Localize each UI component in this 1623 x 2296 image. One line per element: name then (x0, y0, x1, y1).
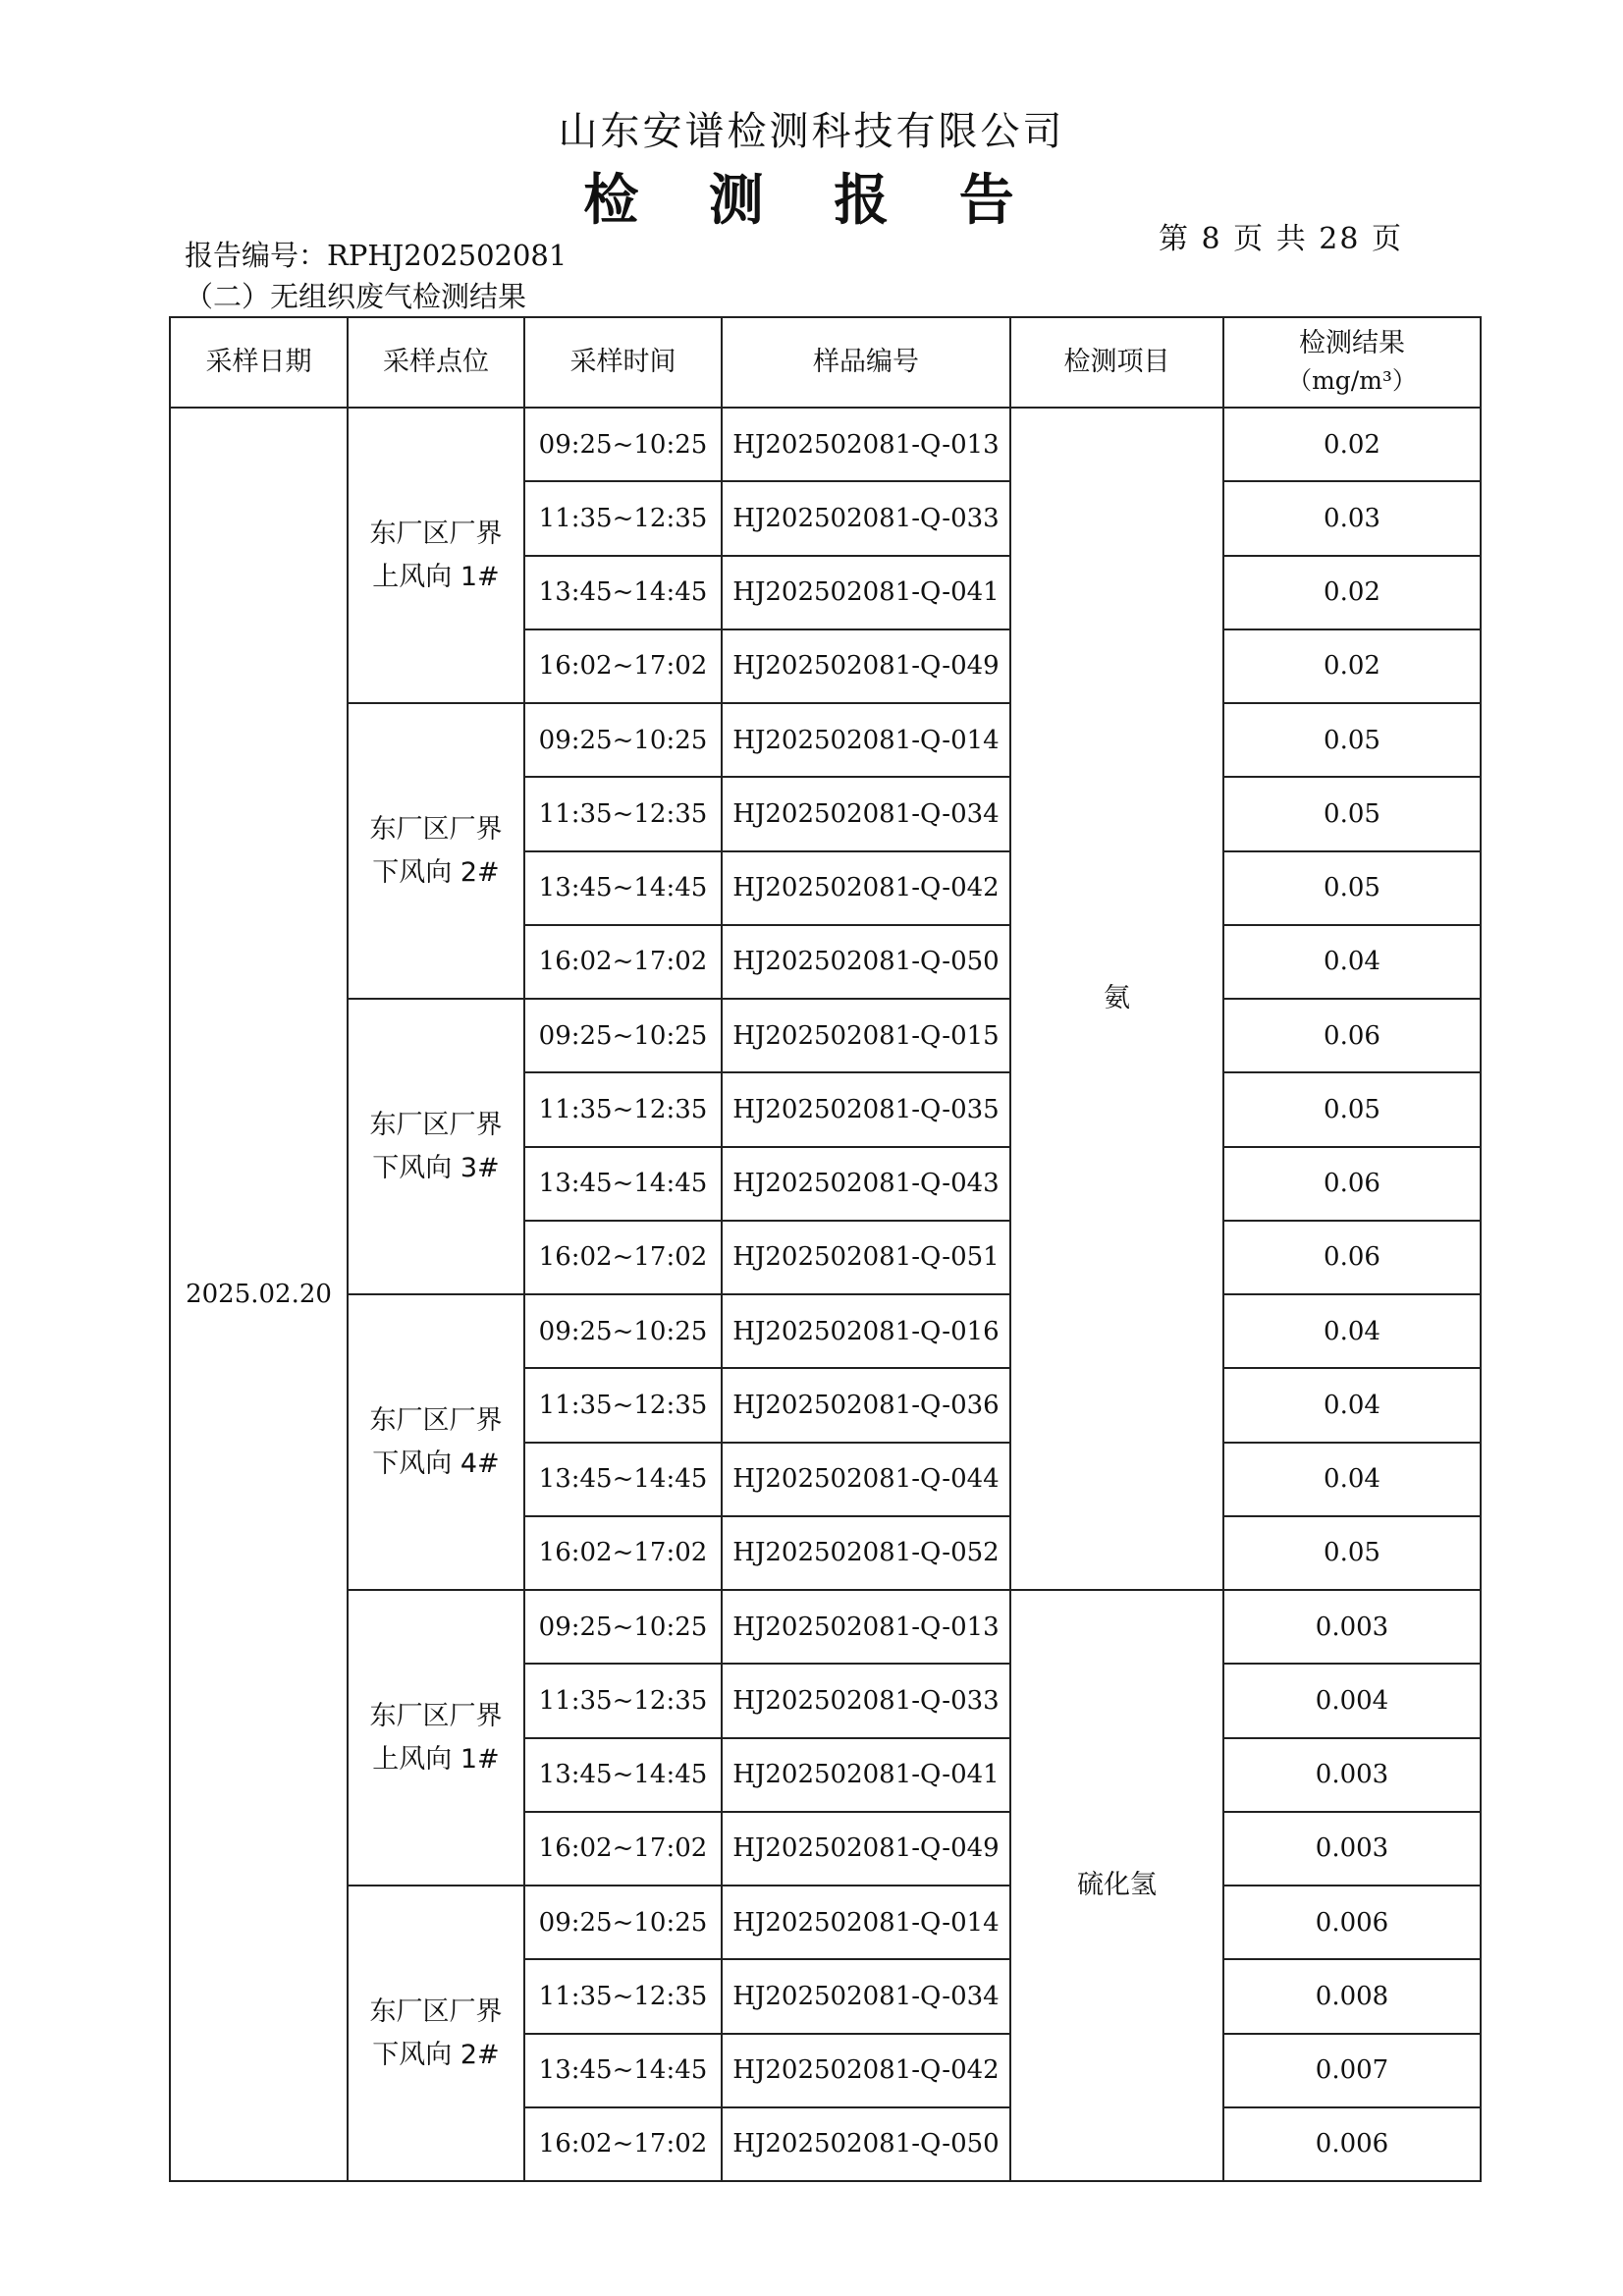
sampling-time: 16:02~17:02 (524, 629, 722, 703)
test-result: 0.06 (1223, 999, 1481, 1072)
sampling-time: 13:45~14:45 (524, 851, 722, 925)
test-result: 0.04 (1223, 1368, 1481, 1442)
header-point: 采样点位 (348, 317, 524, 408)
test-result: 0.04 (1223, 1443, 1481, 1516)
header-time: 采样时间 (524, 317, 722, 408)
test-result: 0.06 (1223, 1147, 1481, 1221)
sampling-time: 11:35~12:35 (524, 1368, 722, 1442)
sampling-time: 11:35~12:35 (524, 1072, 722, 1146)
table-row (170, 999, 1481, 1072)
test-item: 硫化氢 (1010, 1590, 1223, 2181)
sampling-time: 13:45~14:45 (524, 1147, 722, 1221)
sampling-point-line: 上风向 1# (372, 1743, 500, 1775)
sampling-time: 11:35~12:35 (524, 777, 722, 850)
sampling-time: 09:25~10:25 (524, 703, 722, 777)
sampling-point (348, 1886, 524, 2181)
page-indicator: 第 8 页 共 28 页 (1159, 222, 1403, 256)
sample-id: HJ202502081-Q-035 (722, 1072, 1010, 1146)
sampling-time: 13:45~14:45 (524, 556, 722, 629)
sample-id: HJ202502081-Q-050 (722, 2107, 1010, 2181)
test-result: 0.04 (1223, 1294, 1481, 1368)
sampling-point (348, 408, 524, 703)
sampling-point-line: 下风向 3# (372, 1152, 500, 1183)
sample-id: HJ202502081-Q-049 (722, 629, 1010, 703)
sample-id: HJ202502081-Q-033 (722, 481, 1010, 555)
header-result-unit: （mg/m³） (1287, 366, 1417, 395)
document-title: 检 测 报 告 (583, 169, 1040, 233)
test-result: 0.05 (1223, 1516, 1481, 1590)
test-result: 0.02 (1223, 408, 1481, 481)
sample-id: HJ202502081-Q-014 (722, 1886, 1010, 1959)
sampling-point-line: 东厂区厂界 (369, 1404, 503, 1436)
header-result-label: 检测结果 (1299, 328, 1405, 358)
sample-id: HJ202502081-Q-052 (722, 1516, 1010, 1590)
sample-id: HJ202502081-Q-051 (722, 1221, 1010, 1294)
header-sample-id: 样品编号 (722, 317, 1010, 408)
sampling-point (348, 1590, 524, 1886)
sampling-time: 11:35~12:35 (524, 1959, 722, 2033)
sampling-time: 09:25~10:25 (524, 1590, 722, 1664)
sampling-date: 2025.02.20 (170, 408, 348, 2181)
sampling-time: 09:25~10:25 (524, 1294, 722, 1368)
test-item: 氨 (1010, 408, 1223, 1590)
table-row (170, 1294, 1481, 1368)
test-result: 0.05 (1223, 777, 1481, 850)
table-row (170, 703, 1481, 777)
sampling-time: 13:45~14:45 (524, 1738, 722, 1812)
sampling-point-line: 东厂区厂界 (369, 1700, 503, 1731)
sampling-point-line: 下风向 2# (372, 856, 500, 888)
test-result: 0.003 (1223, 1738, 1481, 1812)
test-result: 0.02 (1223, 556, 1481, 629)
sample-id: HJ202502081-Q-014 (722, 703, 1010, 777)
test-result: 0.06 (1223, 1221, 1481, 1294)
sampling-point (348, 1294, 524, 1590)
sampling-time: 16:02~17:02 (524, 1221, 722, 1294)
sampling-time: 16:02~17:02 (524, 1516, 722, 1590)
sampling-point-line: 东厂区厂界 (369, 1995, 503, 2027)
test-result: 0.006 (1223, 2107, 1481, 2181)
sampling-time: 16:02~17:02 (524, 2107, 722, 2181)
sample-id: HJ202502081-Q-034 (722, 777, 1010, 850)
sample-id: HJ202502081-Q-044 (722, 1443, 1010, 1516)
sampling-point-line: 下风向 2# (372, 2039, 500, 2070)
test-result: 0.003 (1223, 1812, 1481, 1886)
sampling-point-line: 上风向 1# (372, 561, 500, 592)
sample-id: HJ202502081-Q-049 (722, 1812, 1010, 1886)
sample-id: HJ202502081-Q-050 (722, 925, 1010, 999)
test-result: 0.04 (1223, 925, 1481, 999)
sampling-time: 16:02~17:02 (524, 925, 722, 999)
sample-id: HJ202502081-Q-041 (722, 1738, 1010, 1812)
header-result (1223, 317, 1481, 408)
results-table (169, 316, 1482, 2182)
results-body (170, 408, 1481, 2181)
sample-id: HJ202502081-Q-041 (722, 556, 1010, 629)
sampling-time: 16:02~17:02 (524, 1812, 722, 1886)
sampling-time: 13:45~14:45 (524, 1443, 722, 1516)
sample-id: HJ202502081-Q-015 (722, 999, 1010, 1072)
sampling-time: 09:25~10:25 (524, 408, 722, 481)
test-result: 0.05 (1223, 851, 1481, 925)
sample-id: HJ202502081-Q-036 (722, 1368, 1010, 1442)
sample-id: HJ202502081-Q-033 (722, 1664, 1010, 1737)
sample-id: HJ202502081-Q-016 (722, 1294, 1010, 1368)
sampling-time: 13:45~14:45 (524, 2034, 722, 2107)
test-result: 0.003 (1223, 1590, 1481, 1664)
sample-id: HJ202502081-Q-034 (722, 1959, 1010, 2033)
sampling-point-line: 东厂区厂界 (369, 518, 503, 549)
header-row (170, 317, 1481, 408)
sampling-point-line: 东厂区厂界 (369, 1109, 503, 1140)
sampling-point-line: 东厂区厂界 (369, 813, 503, 845)
test-result: 0.008 (1223, 1959, 1481, 2033)
table-row (170, 1590, 1481, 1664)
company-name: 山东安谱检测科技有限公司 (558, 109, 1065, 154)
sample-id: HJ202502081-Q-013 (722, 408, 1010, 481)
test-result: 0.004 (1223, 1664, 1481, 1737)
sampling-time: 11:35~12:35 (524, 1664, 722, 1737)
header-item: 检测项目 (1010, 317, 1223, 408)
header-date: 采样日期 (170, 317, 348, 408)
test-result: 0.05 (1223, 1072, 1481, 1146)
test-result: 0.05 (1223, 703, 1481, 777)
test-result: 0.007 (1223, 2034, 1481, 2107)
report-number: 报告编号：RPHJ202502081 (185, 239, 568, 272)
sampling-point (348, 703, 524, 999)
table-row (170, 1886, 1481, 1959)
sampling-point (348, 999, 524, 1294)
test-result: 0.03 (1223, 481, 1481, 555)
sample-id: HJ202502081-Q-042 (722, 851, 1010, 925)
sampling-point-line: 下风向 4# (372, 1448, 500, 1479)
sampling-time: 11:35~12:35 (524, 481, 722, 555)
sample-id: HJ202502081-Q-042 (722, 2034, 1010, 2107)
section-title: （二）无组织废气检测结果 (185, 280, 527, 313)
sample-id: HJ202502081-Q-043 (722, 1147, 1010, 1221)
sample-id: HJ202502081-Q-013 (722, 1590, 1010, 1664)
table-row (170, 408, 1481, 481)
sampling-time: 09:25~10:25 (524, 999, 722, 1072)
test-result: 0.006 (1223, 1886, 1481, 1959)
sampling-time: 09:25~10:25 (524, 1886, 722, 1959)
test-result: 0.02 (1223, 629, 1481, 703)
